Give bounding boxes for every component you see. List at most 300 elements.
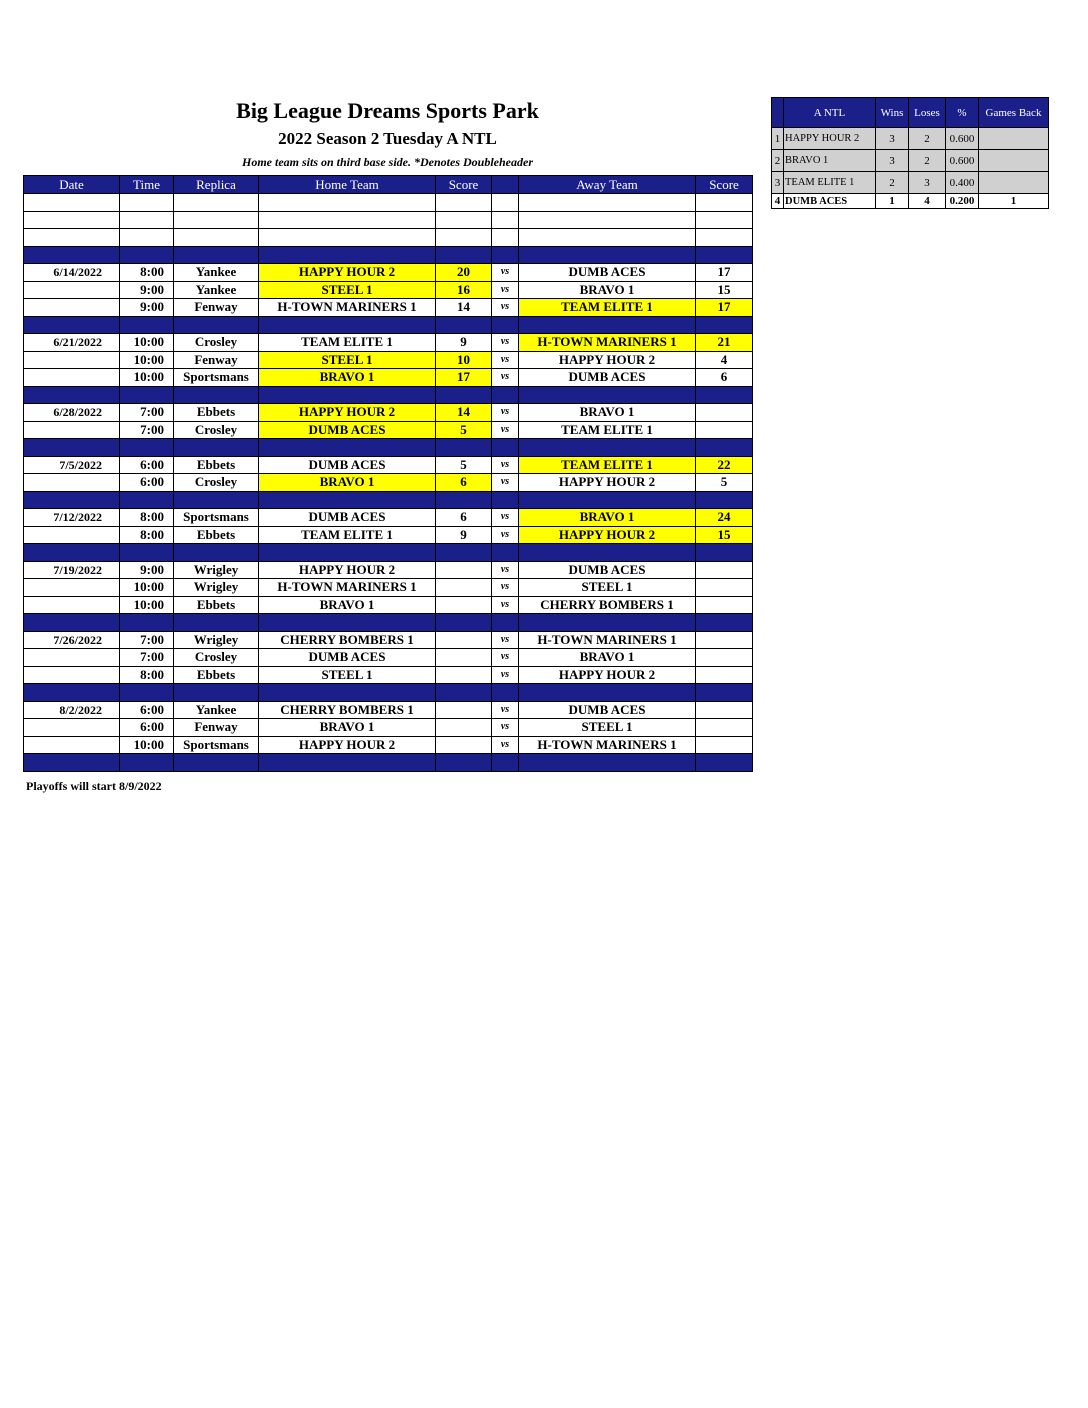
field-replica: Ebbets [174, 596, 259, 614]
empty-cell [24, 246, 120, 264]
empty-cell [174, 194, 259, 212]
empty-cell [174, 684, 259, 702]
empty-cell [436, 316, 492, 334]
empty-cell [519, 211, 696, 229]
empty-cell [519, 614, 696, 632]
game-row [24, 701, 753, 719]
vs-label: vs [492, 456, 519, 474]
away-score: 4 [696, 351, 753, 369]
week-separator-row [24, 491, 753, 509]
game-time: 9:00 [120, 299, 174, 317]
standings-rank: 4 [772, 194, 784, 209]
away-score [696, 404, 753, 422]
empty-cell [24, 229, 120, 247]
empty-cell [120, 491, 174, 509]
home-team: BRAVO 1 [259, 596, 436, 614]
standings-rank: 2 [772, 150, 784, 172]
field-replica: Crosley [174, 649, 259, 667]
field-replica: Ebbets [174, 404, 259, 422]
standings-team: BRAVO 1 [784, 150, 876, 172]
home-score [436, 701, 492, 719]
game-time: 7:00 [120, 404, 174, 422]
standings-pct: 0.600 [946, 128, 979, 150]
empty-cell [492, 684, 519, 702]
away-team: BRAVO 1 [519, 281, 696, 299]
game-time: 10:00 [120, 736, 174, 754]
season-subtitle: 2022 Season 2 Tuesday A NTL [278, 129, 497, 148]
empty-cell [174, 544, 259, 562]
away-score: 22 [696, 456, 753, 474]
home-team: HAPPY HOUR 2 [259, 264, 436, 282]
game-time: 6:00 [120, 701, 174, 719]
game-date [24, 736, 120, 754]
empty-cell [259, 754, 436, 772]
vs-label: vs [492, 474, 519, 492]
week-separator-row [24, 544, 753, 562]
standings-games-back [979, 128, 1049, 150]
standings-col-league: A NTL [784, 98, 876, 128]
field-replica: Fenway [174, 719, 259, 737]
standings-loses: 3 [909, 172, 946, 194]
page-title: Big League Dreams Sports Park [236, 98, 539, 123]
away-score [696, 649, 753, 667]
game-row [24, 649, 753, 667]
home-team: DUMB ACES [259, 456, 436, 474]
standings-col-wins: Wins [876, 98, 909, 128]
game-row [24, 421, 753, 439]
field-replica: Crosley [174, 334, 259, 352]
empty-cell [696, 491, 753, 509]
game-time: 8:00 [120, 526, 174, 544]
empty-cell [24, 194, 120, 212]
away-team: HAPPY HOUR 2 [519, 666, 696, 684]
empty-cell [519, 246, 696, 264]
vs-label: vs [492, 579, 519, 597]
vs-label: vs [492, 666, 519, 684]
blank-row [24, 229, 753, 247]
empty-cell [120, 754, 174, 772]
away-score [696, 579, 753, 597]
away-score: 17 [696, 264, 753, 282]
standings-row [772, 128, 1049, 150]
col-away-score: Score [696, 176, 753, 194]
empty-cell [120, 316, 174, 334]
vs-label: vs [492, 719, 519, 737]
week-separator-row [24, 614, 753, 632]
empty-cell [24, 684, 120, 702]
field-replica: Wrigley [174, 561, 259, 579]
away-score: 6 [696, 369, 753, 387]
empty-cell [259, 614, 436, 632]
empty-cell [24, 491, 120, 509]
home-score [436, 596, 492, 614]
standings-games-back: 1 [979, 194, 1049, 209]
standings-col-pct: % [946, 98, 979, 128]
home-team: CHERRY BOMBERS 1 [259, 701, 436, 719]
empty-cell [696, 316, 753, 334]
field-replica: Ebbets [174, 666, 259, 684]
away-team: DUMB ACES [519, 369, 696, 387]
vs-label: vs [492, 369, 519, 387]
empty-cell [259, 544, 436, 562]
away-team: CHERRY BOMBERS 1 [519, 596, 696, 614]
vs-label: vs [492, 421, 519, 439]
standings-table [771, 97, 1049, 209]
empty-cell [259, 491, 436, 509]
schedule-header-row [24, 176, 753, 194]
away-score: 24 [696, 509, 753, 527]
game-date [24, 351, 120, 369]
empty-cell [492, 229, 519, 247]
empty-cell [492, 439, 519, 457]
home-team: HAPPY HOUR 2 [259, 404, 436, 422]
away-score: 21 [696, 334, 753, 352]
standings-pct: 0.200 [946, 194, 979, 209]
standings-row [772, 150, 1049, 172]
empty-cell [24, 211, 120, 229]
game-date [24, 421, 120, 439]
game-row [24, 666, 753, 684]
empty-cell [696, 684, 753, 702]
home-team: DUMB ACES [259, 421, 436, 439]
week-separator-row [24, 754, 753, 772]
game-date [24, 281, 120, 299]
away-score [696, 736, 753, 754]
game-row [24, 264, 753, 282]
game-date: 6/21/2022 [24, 334, 120, 352]
empty-cell [436, 684, 492, 702]
standings-rank: 3 [772, 172, 784, 194]
game-date: 6/14/2022 [24, 264, 120, 282]
week-separator-row [24, 386, 753, 404]
standings-team: TEAM ELITE 1 [784, 172, 876, 194]
playoffs-note: Playoffs will start 8/9/2022 [26, 779, 162, 793]
empty-cell [492, 491, 519, 509]
empty-cell [120, 246, 174, 264]
game-row [24, 299, 753, 317]
home-score: 20 [436, 264, 492, 282]
home-team: BRAVO 1 [259, 369, 436, 387]
vs-label: vs [492, 631, 519, 649]
field-replica: Wrigley [174, 631, 259, 649]
blank-row [24, 194, 753, 212]
empty-cell [174, 386, 259, 404]
game-row [24, 736, 753, 754]
doubleheader-note: Home team sits on third base side. *Denotes Doubleheader [242, 155, 533, 169]
empty-cell [120, 229, 174, 247]
field-replica: Yankee [174, 264, 259, 282]
standings-loses: 2 [909, 128, 946, 150]
empty-cell [492, 544, 519, 562]
empty-cell [120, 614, 174, 632]
home-team: STEEL 1 [259, 281, 436, 299]
empty-cell [436, 246, 492, 264]
home-team: STEEL 1 [259, 351, 436, 369]
standings-games-back [979, 150, 1049, 172]
vs-label: vs [492, 351, 519, 369]
away-team: STEEL 1 [519, 579, 696, 597]
away-team: BRAVO 1 [519, 404, 696, 422]
empty-cell [24, 544, 120, 562]
away-team: HAPPY HOUR 2 [519, 351, 696, 369]
col-replica: Replica [174, 176, 259, 194]
empty-cell [519, 544, 696, 562]
vs-label: vs [492, 509, 519, 527]
empty-cell [259, 439, 436, 457]
vs-label: vs [492, 299, 519, 317]
vs-label: vs [492, 596, 519, 614]
game-date: 7/12/2022 [24, 509, 120, 527]
schedule-table [23, 175, 753, 772]
empty-cell [259, 386, 436, 404]
standings-col-loses: Loses [909, 98, 946, 128]
empty-cell [519, 754, 696, 772]
game-time: 8:00 [120, 666, 174, 684]
game-time: 8:00 [120, 509, 174, 527]
away-team: TEAM ELITE 1 [519, 421, 696, 439]
away-team: HAPPY HOUR 2 [519, 526, 696, 544]
standings-wins: 2 [876, 172, 909, 194]
game-row [24, 631, 753, 649]
away-score [696, 666, 753, 684]
home-team: BRAVO 1 [259, 719, 436, 737]
away-score [696, 561, 753, 579]
game-date [24, 474, 120, 492]
standings-pct: 0.600 [946, 150, 979, 172]
empty-cell [519, 684, 696, 702]
standings-wins: 3 [876, 128, 909, 150]
game-date [24, 369, 120, 387]
empty-cell [436, 614, 492, 632]
away-score [696, 701, 753, 719]
empty-cell [259, 229, 436, 247]
home-score [436, 666, 492, 684]
standings-row [772, 172, 1049, 194]
vs-label: vs [492, 404, 519, 422]
empty-cell [436, 211, 492, 229]
game-time: 10:00 [120, 369, 174, 387]
vs-label: vs [492, 701, 519, 719]
away-score: 17 [696, 299, 753, 317]
empty-cell [492, 316, 519, 334]
empty-cell [492, 246, 519, 264]
empty-cell [696, 194, 753, 212]
away-team: H-TOWN MARINERS 1 [519, 736, 696, 754]
field-replica: Wrigley [174, 579, 259, 597]
away-team: BRAVO 1 [519, 649, 696, 667]
game-date: 7/5/2022 [24, 456, 120, 474]
empty-cell [174, 439, 259, 457]
game-time: 7:00 [120, 649, 174, 667]
home-score: 10 [436, 351, 492, 369]
home-team: BRAVO 1 [259, 474, 436, 492]
empty-cell [120, 684, 174, 702]
home-score: 14 [436, 404, 492, 422]
empty-cell [120, 544, 174, 562]
empty-cell [519, 229, 696, 247]
standings-wins: 1 [876, 194, 909, 209]
standings-team: DUMB ACES [784, 194, 876, 209]
empty-cell [259, 246, 436, 264]
empty-cell [436, 386, 492, 404]
empty-cell [120, 386, 174, 404]
blank-row [24, 211, 753, 229]
col-home-team: Home Team [259, 176, 436, 194]
empty-cell [696, 614, 753, 632]
empty-cell [174, 229, 259, 247]
empty-cell [24, 316, 120, 334]
empty-cell [259, 316, 436, 334]
col-date: Date [24, 176, 120, 194]
away-team: H-TOWN MARINERS 1 [519, 631, 696, 649]
game-time: 10:00 [120, 596, 174, 614]
game-time: 10:00 [120, 351, 174, 369]
game-time: 7:00 [120, 631, 174, 649]
home-score: 9 [436, 526, 492, 544]
game-row [24, 474, 753, 492]
empty-cell [174, 246, 259, 264]
empty-cell [696, 211, 753, 229]
col-away-team: Away Team [519, 176, 696, 194]
game-row [24, 561, 753, 579]
standings-col-rank [772, 98, 784, 128]
col-home-score: Score [436, 176, 492, 194]
game-date [24, 666, 120, 684]
field-replica: Sportsmans [174, 736, 259, 754]
empty-cell [120, 211, 174, 229]
empty-cell [259, 194, 436, 212]
home-score [436, 631, 492, 649]
game-row [24, 334, 753, 352]
home-score: 17 [436, 369, 492, 387]
empty-cell [492, 194, 519, 212]
field-replica: Ebbets [174, 456, 259, 474]
game-date [24, 649, 120, 667]
game-date: 7/19/2022 [24, 561, 120, 579]
vs-label: vs [492, 334, 519, 352]
empty-cell [696, 439, 753, 457]
game-row [24, 579, 753, 597]
empty-cell [519, 316, 696, 334]
away-score [696, 596, 753, 614]
game-time: 9:00 [120, 561, 174, 579]
away-score [696, 719, 753, 737]
game-time: 6:00 [120, 456, 174, 474]
away-score: 5 [696, 474, 753, 492]
home-team: TEAM ELITE 1 [259, 334, 436, 352]
home-team: HAPPY HOUR 2 [259, 736, 436, 754]
game-time: 8:00 [120, 264, 174, 282]
empty-cell [436, 194, 492, 212]
standings-wins: 3 [876, 150, 909, 172]
week-separator-row [24, 316, 753, 334]
field-replica: Sportsmans [174, 369, 259, 387]
empty-cell [174, 316, 259, 334]
home-team: CHERRY BOMBERS 1 [259, 631, 436, 649]
col-time: Time [120, 176, 174, 194]
standings-loses: 4 [909, 194, 946, 209]
week-separator-row [24, 684, 753, 702]
game-row [24, 526, 753, 544]
away-team: TEAM ELITE 1 [519, 456, 696, 474]
home-score: 5 [436, 421, 492, 439]
empty-cell [436, 544, 492, 562]
home-score: 14 [436, 299, 492, 317]
empty-cell [259, 211, 436, 229]
away-score: 15 [696, 281, 753, 299]
week-separator-row [24, 246, 753, 264]
empty-cell [492, 386, 519, 404]
away-score [696, 631, 753, 649]
empty-cell [120, 439, 174, 457]
game-row [24, 456, 753, 474]
field-replica: Fenway [174, 299, 259, 317]
away-team: DUMB ACES [519, 561, 696, 579]
game-date: 6/28/2022 [24, 404, 120, 422]
empty-cell [120, 194, 174, 212]
home-score [436, 579, 492, 597]
home-score: 6 [436, 474, 492, 492]
game-time: 6:00 [120, 474, 174, 492]
away-team: DUMB ACES [519, 264, 696, 282]
empty-cell [436, 229, 492, 247]
home-team: DUMB ACES [259, 509, 436, 527]
game-row [24, 369, 753, 387]
away-team: STEEL 1 [519, 719, 696, 737]
vs-label: vs [492, 281, 519, 299]
game-time: 7:00 [120, 421, 174, 439]
empty-cell [174, 614, 259, 632]
game-time: 10:00 [120, 579, 174, 597]
game-date: 7/26/2022 [24, 631, 120, 649]
home-score [436, 736, 492, 754]
game-time: 10:00 [120, 334, 174, 352]
home-team: DUMB ACES [259, 649, 436, 667]
empty-cell [519, 491, 696, 509]
empty-cell [436, 754, 492, 772]
standings-pct: 0.400 [946, 172, 979, 194]
empty-cell [519, 194, 696, 212]
empty-cell [174, 754, 259, 772]
empty-cell [174, 211, 259, 229]
field-replica: Yankee [174, 701, 259, 719]
empty-cell [492, 211, 519, 229]
empty-cell [696, 544, 753, 562]
home-score: 9 [436, 334, 492, 352]
home-score: 5 [436, 456, 492, 474]
empty-cell [696, 386, 753, 404]
home-score [436, 719, 492, 737]
game-date [24, 526, 120, 544]
home-score: 16 [436, 281, 492, 299]
empty-cell [696, 229, 753, 247]
empty-cell [436, 439, 492, 457]
empty-cell [174, 491, 259, 509]
empty-cell [696, 246, 753, 264]
game-row [24, 719, 753, 737]
standings-loses: 2 [909, 150, 946, 172]
game-date [24, 596, 120, 614]
empty-cell [492, 614, 519, 632]
empty-cell [519, 386, 696, 404]
standings-row [772, 194, 1049, 209]
vs-label: vs [492, 264, 519, 282]
game-row [24, 509, 753, 527]
home-team: TEAM ELITE 1 [259, 526, 436, 544]
standings-games-back [979, 172, 1049, 194]
home-team: STEEL 1 [259, 666, 436, 684]
vs-label: vs [492, 649, 519, 667]
